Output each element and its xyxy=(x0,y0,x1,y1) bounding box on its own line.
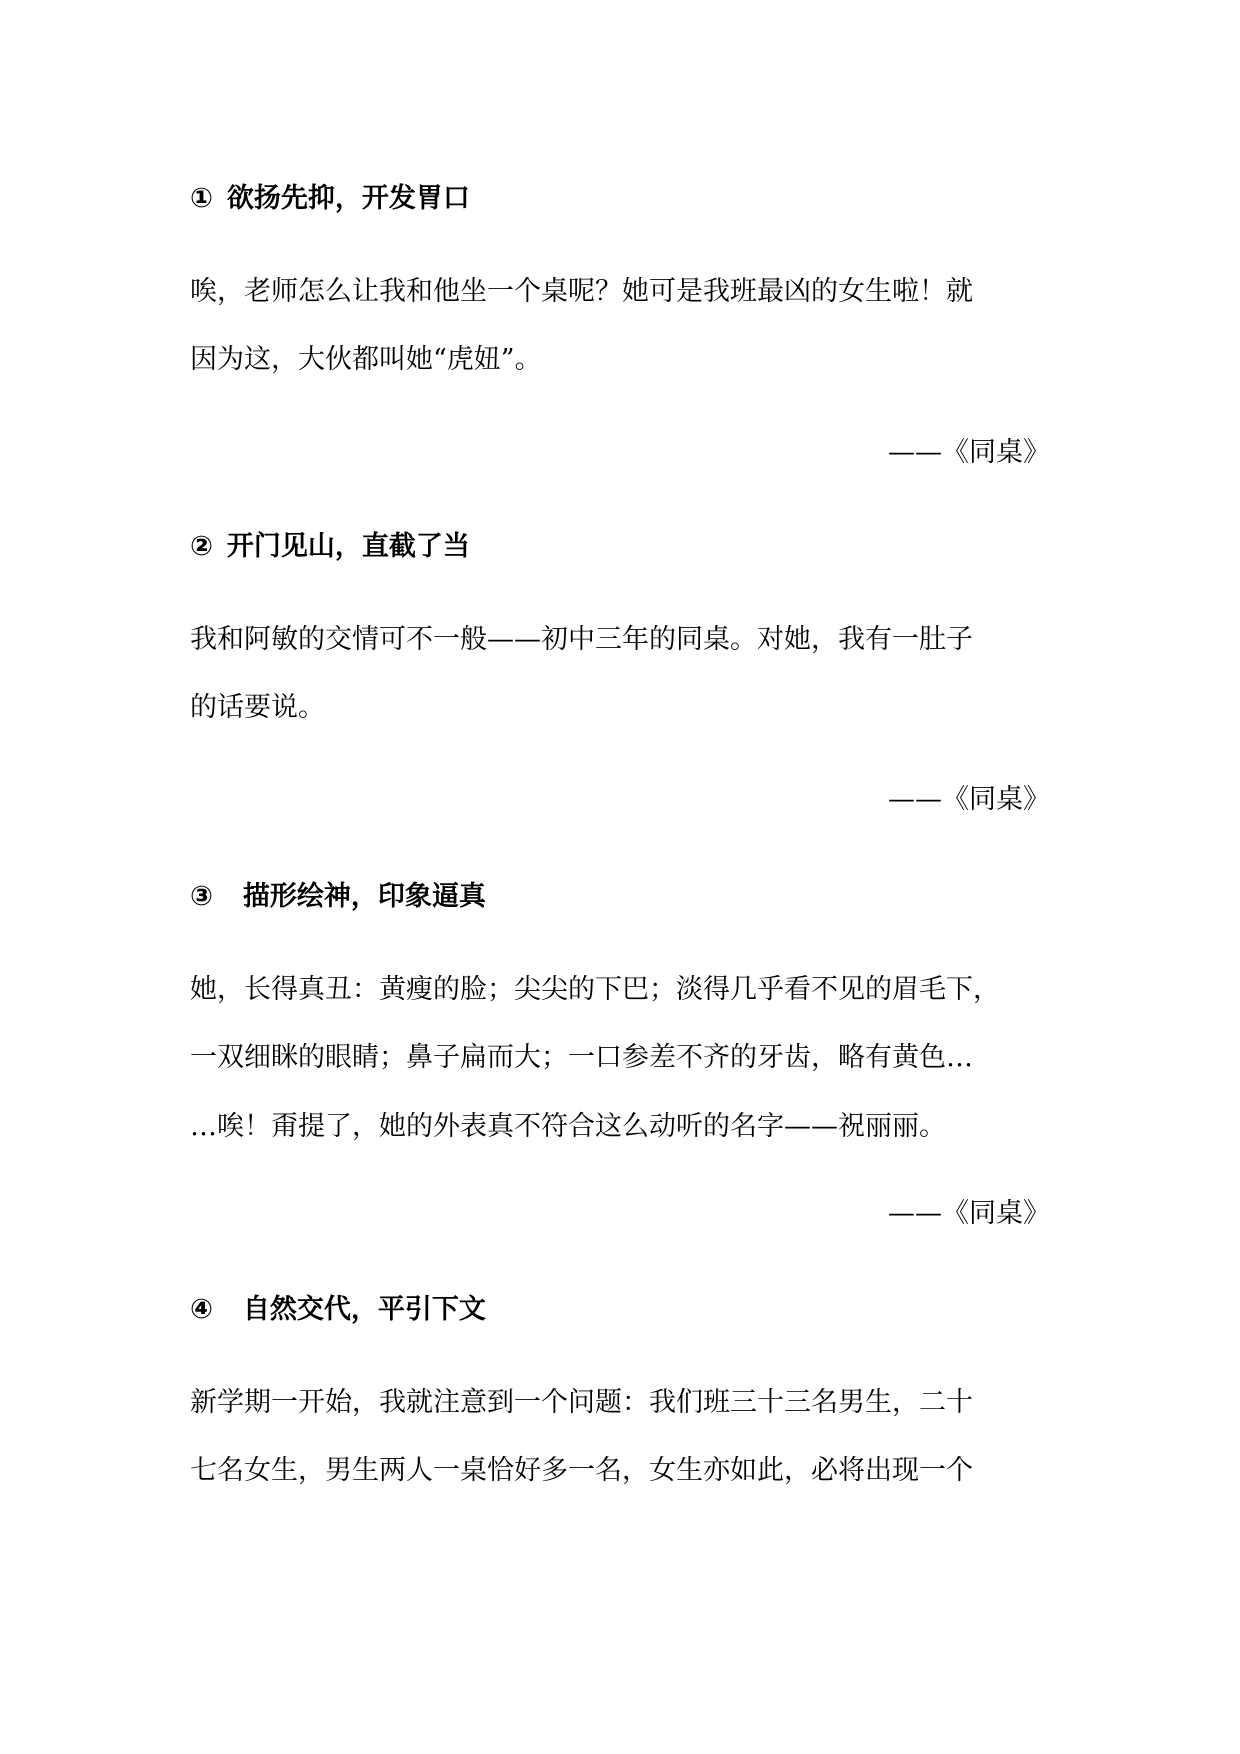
section-1-title: 欲扬先抑，开发胃口 xyxy=(226,183,470,214)
section-1-heading xyxy=(190,182,470,216)
section-2-source: ——《同桌》 xyxy=(888,784,1050,815)
section-3-title: 描形绘神，印象逼真 xyxy=(242,881,486,912)
section-1-number: ① xyxy=(190,183,213,214)
section-4-number: ④ xyxy=(190,1294,213,1325)
section-4-line-2: 七名女生，男生两人一桌恰好多一名，女生亦如此，必将出现一个 xyxy=(190,1455,973,1486)
section-4-line-1: 新学期一开始，我就注意到一个问题：我们班三十三名男生，二十 xyxy=(190,1387,973,1418)
section-2-number: ② xyxy=(190,531,213,562)
section-4-heading xyxy=(190,1293,486,1327)
section-2-title: 开门见山，直截了当 xyxy=(226,531,470,562)
section-1-line-2: 因为这，大伙都叫她“虎妞”。 xyxy=(190,344,542,375)
section-1-source: ——《同桌》 xyxy=(888,437,1050,468)
section-1-line-1: 唉，老师怎么让我和他坐一个桌呢？她可是我班最凶的女生啦！就 xyxy=(190,276,973,307)
section-3-line-3: …唉！甭提了，她的外表真不符合这么动听的名字——祝丽丽。 xyxy=(190,1111,946,1142)
section-2-line-1: 我和阿敏的交情可不一般——初中三年的同桌。对她，我有一肚子 xyxy=(190,624,973,655)
section-3-source: ——《同桌》 xyxy=(888,1198,1050,1229)
section-2-line-2: 的话要说。 xyxy=(190,692,325,723)
section-3-line-1: 她，长得真丑：黄瘦的脸；尖尖的下巴；淡得几乎看不见的眉毛下， xyxy=(190,974,1000,1005)
section-3-heading xyxy=(190,880,486,914)
section-3-line-2: 一双细眯的眼睛；鼻子扁而大；一口参差不齐的牙齿，略有黄色… xyxy=(190,1042,973,1073)
section-4-title: 自然交代，平引下文 xyxy=(242,1294,486,1325)
section-3-number: ③ xyxy=(190,881,213,912)
section-2-heading xyxy=(190,530,470,564)
